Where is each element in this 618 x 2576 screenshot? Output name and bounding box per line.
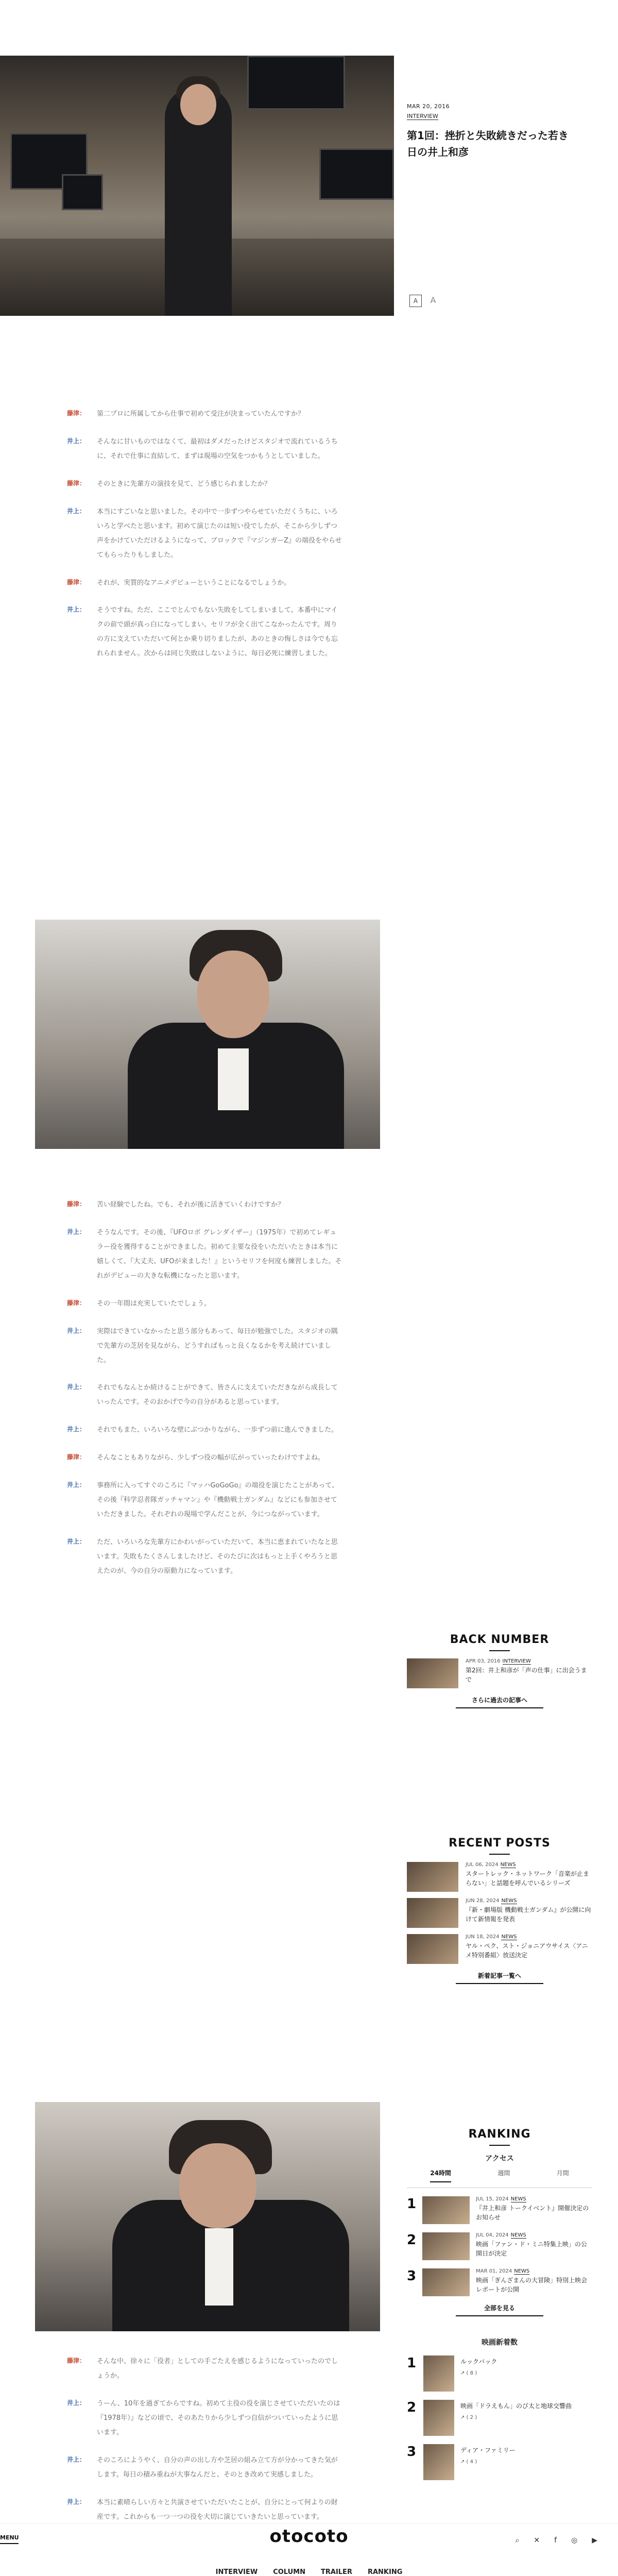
interview-text: それでもまた、いろいろな壁にぶつかりながら、一歩ずつ前に進んできました。 (97, 1426, 338, 1434)
main-nav (0, 2568, 618, 2576)
thumbnail[interactable] (407, 1862, 458, 1892)
rank-number: 2 (407, 2400, 417, 2415)
interview-text: そのころにようやく、自分の声の出し方や芝居の組み立て方が分かってきた気がします。毎日の積み重ねが大事なんだと、そのとき改めて実感しました。 (97, 2456, 338, 2479)
ranking-more-button[interactable]: 全部を見る (456, 2303, 543, 2316)
nav-ranking[interactable]: RANKING (367, 2568, 403, 2576)
font-small-button[interactable]: A (409, 295, 422, 307)
speaker-label: 藤津： (67, 1453, 86, 1461)
question-row (67, 1451, 342, 1465)
page-title: 第1回：挫折と失敗続きだった若き日の井上和彦 (407, 129, 569, 158)
interview-text: それでもなんとか続けることができて、皆さんに支えていただきながら成長していったんです。そのおかげで今の自分があると思っています。 (97, 1384, 338, 1406)
answer-row (67, 1479, 342, 1522)
speaker-label: 井上： (67, 1426, 86, 1433)
thumbnail[interactable] (423, 2355, 454, 2392)
thumbnail[interactable] (423, 2400, 454, 2436)
font-large-button[interactable]: A (430, 295, 436, 305)
speaker-label: 井上： (67, 507, 86, 515)
interview-section-1 (67, 407, 342, 674)
speaker-label: 井上： (67, 1481, 86, 1489)
answer-row (67, 1535, 342, 1579)
speaker-label: 井上： (67, 2498, 86, 2505)
rank-number: 2 (407, 2232, 417, 2248)
answer-row (67, 603, 342, 661)
interview-photo-1 (35, 920, 380, 1149)
nav-column[interactable]: COLUMN (273, 2568, 305, 2576)
ranking-count: 2 (470, 2415, 474, 2420)
site-header (0, 2523, 618, 2576)
ranking-item[interactable]: 3 ディア・ファミリー ↗ ( 4 ) (407, 2444, 592, 2480)
recent-posts-section (407, 1837, 592, 1984)
question-row (67, 1297, 342, 1311)
recent-post-title[interactable]: ヤル・ペク、スト・ジョニアウサイス〈アニメ特別番組〉放送決定 (466, 1942, 588, 1959)
interview-text: その一年間は充実していたでしょう。 (97, 1299, 211, 1308)
ranking-title[interactable]: ルックバック (460, 2358, 497, 2365)
youtube-icon[interactable]: ▶ (592, 2536, 597, 2545)
thumbnail[interactable] (422, 2232, 470, 2260)
ranking-subheading: アクセス (485, 2155, 514, 2163)
interview-text: 本当にすごいなと思いました。その中で一歩ずつやらせていただくうちに、いろいろと学べたと思います。初めて演じたのは短い役でしたが、そこから少しずつ声をかけていただけるようになって、ブロックで『マジンガーZ』の端役をやらせてもらったりもしました。 (97, 507, 342, 559)
interview-text: 本当に素晴らしい方々と共演させていただいたことが、自分にとって何よりの財産です。これからも一つ一つの役を大切に演じていきたいと思っています。 (97, 2498, 338, 2521)
interview-text: うーん、10年を過ぎてからですね。初めて主役の役を演じさせていただいたのは『1978年）』などの頃で、そのあたりから少しずつ自信がついていったように思います。 (97, 2399, 340, 2436)
answer-row (67, 505, 342, 563)
thumbnail[interactable] (422, 2268, 470, 2296)
nav-interview[interactable]: INTERVIEW (215, 2568, 258, 2576)
ranking-title[interactable]: 映画「ぎんざまんの大冒険」特別上映会レポートが公開 (476, 2277, 588, 2293)
ranking-subheading-2: 映画新着数 (482, 2338, 518, 2347)
speaker-label: 井上： (67, 606, 86, 614)
answer-row (67, 1381, 342, 1410)
thumbnail[interactable] (407, 1658, 458, 1688)
ranking-title[interactable]: 映画「ドラえもん」のび太と地球交響曲 (460, 2402, 572, 2410)
ranking-item[interactable]: 2 JUL 04, 2024 NEWS 映画「ファン・ド・ミニ特集上映」の公開日が決定 (407, 2232, 592, 2260)
answer-row (67, 1423, 342, 1437)
rank-number: 3 (407, 2444, 417, 2460)
interview-text: ただ、いろいろな先輩方にかわいがっていただいて、本当に恵まれていたなと思います。失敗もたくさんしましたけど、そのたびに次はもっと上手くやろうと思えたのが、今の自分の原動力になっています。 (97, 1538, 338, 1575)
hero-info (407, 103, 577, 160)
interview-text: そんな中、徐々に「役者」としての手ごたえを感じるようになっていったのでしょうか。 (97, 2358, 338, 2380)
interview-photo-2 (35, 2102, 380, 2331)
ranking-item[interactable]: 3 MAR 01, 2024 NEWS 映画「ぎんざまんの大冒険」特別上映会レポートが公開 (407, 2268, 592, 2296)
interview-text: 苦い経験でしたね。でも、それが後に活きていくわけですか？ (97, 1201, 285, 1209)
answer-row (67, 1325, 342, 1368)
ranking-item[interactable]: 1 JUL 15, 2024 NEWS 『井上和彦 トークイベント』開催決定のお知らせ (407, 2196, 592, 2224)
interview-text: そんなこともありながら、少しずつ役の幅が広がっていったわけですよね。 (97, 1454, 325, 1462)
back-number-item[interactable]: APR 03, 2016 INTERVIEW 第2回：井上和彦が「声の仕事」に出会うまで (407, 1658, 592, 1688)
speaker-label: 井上： (67, 1327, 86, 1334)
thumbnail[interactable] (407, 1898, 458, 1928)
ranking-title[interactable]: 『井上和彦 トークイベント』開催決定のお知らせ (476, 2205, 589, 2221)
recent-list-button[interactable]: 新着記事一覧へ (456, 1971, 543, 1984)
ranking-tabs (407, 2163, 592, 2188)
tab-month[interactable]: 月間 (556, 2170, 569, 2177)
speaker-label: 藤津： (67, 2357, 86, 2364)
recent-post-item[interactable]: JUL 06, 2024 NEWS スタートレック・ネットワーク「音楽が止まらない」と話題を呼んでいるシリーズ (407, 1862, 592, 1892)
thumbnail[interactable] (422, 2196, 470, 2224)
site-logo[interactable]: otocoto (269, 2526, 349, 2547)
speaker-label: 藤津： (67, 479, 86, 487)
ranking-title[interactable]: 映画「ファン・ド・ミニ特集上映」の公開日が決定 (476, 2241, 587, 2257)
interview-text: 第二プロに所属してから仕事で初めて受注が決まっていたんですか？ (97, 410, 305, 418)
ranking-item[interactable]: 1 ルックバック ↗ ( 8 ) (407, 2355, 592, 2392)
speaker-label: 井上： (67, 437, 86, 445)
rank-number: 1 (407, 2196, 417, 2212)
question-row (67, 2354, 342, 2383)
ranking-count: 8 (470, 2370, 474, 2376)
ranking-section (407, 2128, 592, 2480)
speaker-label: 藤津： (67, 1299, 86, 1307)
answer-row (67, 1226, 342, 1283)
answer-row (67, 2397, 342, 2440)
speaker-label: 藤津： (67, 578, 86, 586)
category-link[interactable]: INTERVIEW (407, 113, 438, 120)
answer-row (67, 2453, 342, 2482)
ranking-heading: RANKING (468, 2128, 531, 2141)
menu-button[interactable]: MENU (0, 2534, 19, 2544)
answer-row (67, 435, 342, 464)
interview-text: そうですね。ただ、ここでとんでもない失敗をしてしまいまして。本番中にマイクの前で頭が真っ白になってしまい、セリフが全く出てこなかったんです。周りの方に支えていただいて何とか乗り切りましたが、あのときの悔しさは今でも忘れられません。次からは同じ失敗はしないように、毎日必死に練習しました。 (97, 606, 338, 658)
nav-trailer[interactable]: TRAILER (321, 2568, 352, 2576)
interview-section-3 (67, 2354, 342, 2537)
question-row (67, 477, 342, 492)
tab-24h[interactable]: 24時間 (430, 2168, 451, 2182)
thumbnail[interactable] (423, 2444, 454, 2480)
font-size-control (409, 295, 439, 307)
rank-number: 1 (407, 2355, 417, 2371)
question-row (67, 1198, 342, 1212)
answer-row (67, 2496, 342, 2524)
social-icons (515, 2536, 597, 2545)
search-icon[interactable]: ⌕ (515, 2536, 520, 2545)
post-date: MAR 20, 2016 (407, 103, 450, 110)
older-articles-button[interactable]: さらに過去の記事へ (456, 1696, 543, 1708)
recent-posts-heading: RECENT POSTS (449, 1837, 551, 1850)
hero-photo (0, 56, 394, 316)
interview-text: そうなんです。その後、『UFOロボ グレンダイザー』（1975年）で初めてレギュラー役を獲得することができました。初めて主要な役をいただいたときは本当に嬉しくて、『大丈夫、UFOが来ました！』というセリフを何度も練習しました。それがデビューの大きな転機になったと思います。 (97, 1228, 342, 1280)
speaker-label: 井上： (67, 1228, 86, 1235)
interview-text: 実際はできていなかったと思う部分もあって、毎日が勉強でした。スタジオの隅で先輩方の芝居を見ながら、どうすればもっと良くなるかを考え続けていました。 (97, 1327, 338, 1364)
twitter-icon[interactable]: ✕ (534, 2536, 540, 2545)
back-number-section (407, 1633, 592, 1708)
recent-post-title[interactable]: 『新・劇場版 機動戦士ガンダム』が公開に向けて新情報を発表 (466, 1906, 591, 1923)
interview-section-2 (67, 1198, 342, 1592)
interview-text: それが、実質的なアニメデビューということになるでしょうか。 (97, 579, 291, 587)
facebook-icon[interactable]: f (554, 2536, 557, 2545)
ranking-count: 4 (470, 2459, 474, 2465)
speaker-label: 井上： (67, 1538, 86, 1545)
thumbnail[interactable] (407, 1934, 458, 1964)
recent-post-title[interactable]: スタートレック・ネットワーク「音楽が止まらない」と話題を呼んでいるシリーズ (466, 1870, 589, 1887)
question-row (67, 407, 342, 421)
interview-text: そんなに甘いものではなくて、最初はダメだったけどスタジオで流れているうちに、それで仕事に直結して、まずは現場の空気をつかもうとしていました。 (97, 437, 338, 460)
interview-text: そのときに先輩方の演技を見て、どう感じられましたか？ (97, 480, 271, 488)
tab-week[interactable]: 週間 (497, 2170, 510, 2177)
rank-number: 3 (407, 2268, 417, 2284)
speaker-label: 井上： (67, 2455, 86, 2463)
speaker-label: 藤津： (67, 410, 86, 417)
back-number-heading: BACK NUMBER (450, 1633, 550, 1646)
interview-text: 事務所に入ってすぐのころに『マッハGoGoGo』の端役を演じたことがあって、その後『科学忍者隊ガッチャマン』や『機動戦士ガンダム』などにも参加させていただきました。それぞれの現場で学んだことが、今につながっています。 (97, 1482, 339, 1519)
speaker-label: 井上： (67, 1383, 86, 1391)
question-row (67, 576, 342, 590)
instagram-icon[interactable]: ◎ (571, 2536, 578, 2545)
speaker-label: 藤津： (67, 1200, 86, 1208)
recent-post-item[interactable]: JUN 28, 2024 NEWS 『新・劇場版 機動戦士ガンダム』が公開に向けて新情報を発表 (407, 1898, 592, 1928)
ranking-item[interactable]: 2 映画「ドラえもん」のび太と地球交響曲 ↗ ( 2 ) (407, 2400, 592, 2436)
speaker-label: 井上： (67, 2399, 86, 2406)
recent-post-item[interactable]: JUN 18, 2024 NEWS ヤル・ペク、スト・ジョニアウサイス〈アニメ特別番組〉放送決定 (407, 1934, 592, 1964)
ranking-title[interactable]: ディア・ファミリー (460, 2447, 516, 2454)
back-number-title[interactable]: 第2回：井上和彦が「声の仕事」に出会うまで (466, 1667, 587, 1683)
